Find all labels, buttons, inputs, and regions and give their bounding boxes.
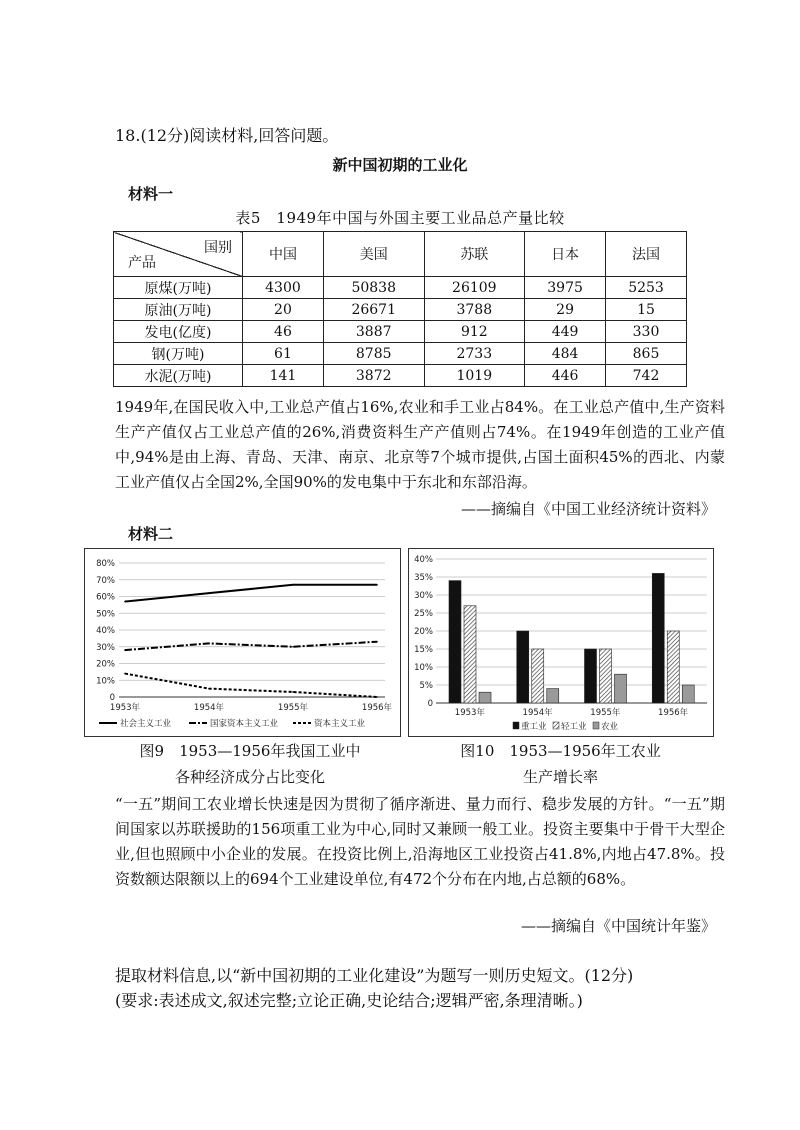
legend-swatch xyxy=(513,722,519,729)
x-tick-label: 1955年 xyxy=(277,703,309,713)
y-tick-label: 15% xyxy=(414,645,433,655)
figure10-caption xyxy=(408,738,713,790)
row-product: 钢(万吨) xyxy=(114,343,243,365)
data-point xyxy=(376,584,378,586)
column-header: 苏联 xyxy=(424,232,525,277)
x-tick-label: 1953年 xyxy=(109,703,141,713)
data-point xyxy=(376,696,378,698)
table-row xyxy=(114,277,687,299)
row-product: 原煤(万吨) xyxy=(114,277,243,299)
table-cell: 912 xyxy=(424,321,525,343)
data-point xyxy=(292,646,294,648)
task-instructions xyxy=(115,963,633,1013)
data-point xyxy=(124,649,126,651)
material2-source: ——摘编自《中国统计年鉴》 xyxy=(520,917,716,935)
legend-label: 社会主义工业 xyxy=(120,719,172,729)
legend-label: 农业 xyxy=(601,722,619,732)
y-tick-label: 60% xyxy=(96,592,115,603)
figure10-caption-line2: 生产增长率 xyxy=(522,768,598,786)
figure9-caption-line1: 图9 1953—1956年我国工业中 xyxy=(139,742,361,760)
y-tick-label: 0 xyxy=(427,699,433,709)
table-cell: 2733 xyxy=(424,343,525,365)
y-tick-label: 40% xyxy=(414,555,433,565)
table-cell: 50838 xyxy=(323,277,424,299)
table-corner-cell xyxy=(114,232,243,277)
y-tick-label: 70% xyxy=(96,575,115,586)
table-cell: 484 xyxy=(525,343,606,365)
task-line1: 提取材料信息,以“新中国初期的工业化建设”为题写一则历史短文。(12分) xyxy=(115,966,634,985)
table-cell: 3887 xyxy=(323,321,424,343)
question-header: 18.(12分)阅读材料,回答问题。 xyxy=(115,126,339,145)
bar xyxy=(585,649,597,703)
x-tick-label: 1954年 xyxy=(193,703,225,713)
legend-label: 资本主义工业 xyxy=(314,719,366,729)
material2-label: 材料二 xyxy=(128,525,174,543)
data-point xyxy=(292,584,294,586)
figure9-svg xyxy=(85,549,400,736)
bar xyxy=(652,573,664,703)
bar xyxy=(479,692,491,703)
x-tick-label: 1955年 xyxy=(590,708,621,718)
data-point xyxy=(292,691,294,693)
legend-label: 轻工业 xyxy=(561,722,587,732)
table-header-row xyxy=(114,232,687,277)
table-cell: 446 xyxy=(525,365,606,387)
material1-source: ——摘编自《中国工业经济统计资料》 xyxy=(460,500,716,518)
row-product: 原油(万吨) xyxy=(114,299,243,321)
series-line xyxy=(125,642,377,650)
table-cell: 3872 xyxy=(323,365,424,387)
y-tick-label: 10% xyxy=(414,663,433,673)
figure9-line-chart xyxy=(84,548,401,737)
table-cell: 46 xyxy=(243,321,324,343)
y-tick-label: 35% xyxy=(414,573,433,583)
data-point xyxy=(124,601,126,603)
table-cell: 61 xyxy=(243,343,324,365)
table-cell: 1019 xyxy=(424,365,525,387)
data-point xyxy=(376,641,378,643)
y-tick-label: 0 xyxy=(109,693,115,703)
bar xyxy=(517,631,529,703)
bar xyxy=(464,606,476,703)
corner-product-label: 产品 xyxy=(128,255,156,271)
table-row xyxy=(114,299,687,321)
data-point xyxy=(208,643,210,645)
page-title: 新中国初期的工业化 xyxy=(332,156,468,174)
table-cell: 330 xyxy=(606,321,687,343)
row-product: 发电(亿度) xyxy=(114,321,243,343)
figure9-caption xyxy=(100,738,400,790)
data-point xyxy=(208,592,210,594)
x-tick-label: 1953年 xyxy=(454,708,485,718)
bar xyxy=(682,685,694,703)
material1-label: 材料一 xyxy=(128,185,174,203)
table-cell: 20 xyxy=(243,299,324,321)
table-cell: 141 xyxy=(243,365,324,387)
y-tick-label: 10% xyxy=(96,676,115,687)
series-line xyxy=(125,674,377,697)
task-line2: (要求:表述成文,叙述完整;立论正确,史论结合;逻辑严密,条理清晰。) xyxy=(115,991,583,1010)
figure10-caption-line1: 图10 1953—1956年工农业 xyxy=(460,742,661,760)
table-cell: 4300 xyxy=(243,277,324,299)
legend-label: 重工业 xyxy=(521,722,547,732)
table-cell: 742 xyxy=(606,365,687,387)
y-tick-label: 20% xyxy=(96,659,115,670)
table-cell: 3788 xyxy=(424,299,525,321)
y-tick-label: 30% xyxy=(414,591,433,601)
legend-swatch xyxy=(593,722,599,729)
table-row xyxy=(114,321,687,343)
y-tick-label: 5% xyxy=(419,681,433,691)
table-caption: 表5 1949年中国与外国主要工业品总产量比较 xyxy=(235,209,565,227)
column-header: 美国 xyxy=(323,232,424,277)
table-cell: 449 xyxy=(525,321,606,343)
material1-paragraph: 1949年,在国民收入中,工业总产值占16%,农业和手工业占84%。在工业总产值中,生产资料生产产值仅占工业总产值的26%,消费资料生产产值则占74%。在1949年创造的工业产值中,94%是由上海、青岛、天津、南京、北京等7个城市提供,占国土面积45%的西北、内蒙工业产值仅占全国2%,全国90%的发电集中于东北和东部沿海。 xyxy=(115,398,725,491)
legend-swatch xyxy=(553,722,559,729)
x-tick-label: 1954年 xyxy=(522,708,553,718)
series-line xyxy=(125,585,377,602)
bar xyxy=(532,649,544,703)
table-cell: 5253 xyxy=(606,277,687,299)
y-tick-label: 50% xyxy=(96,609,115,620)
corner-country-label: 国别 xyxy=(204,240,232,256)
column-header: 日本 xyxy=(525,232,606,277)
table-cell: 26109 xyxy=(424,277,525,299)
bar xyxy=(449,581,461,703)
column-header: 法国 xyxy=(606,232,687,277)
data-point xyxy=(208,688,210,690)
figure10-svg xyxy=(409,549,713,736)
bar xyxy=(615,674,627,703)
bar xyxy=(547,689,559,703)
table-cell: 3975 xyxy=(525,277,606,299)
material2-paragraph: “一五”期间工农业增长快速是因为贯彻了循序渐进、量力而行、稳步发展的方针。“一五”期间国家以苏联援助的156项重工业为中心,同时又兼顾一般工业。投资主要集中于骨干大型企业,但也照顾中小企业的发展。在投资比例上,沿海地区工业投资占41.8%,内地占47.8%。投资数额达限额以上的694个工业建设单位,有472个分布在内地,占总额的68%。 xyxy=(115,795,725,888)
table-cell: 29 xyxy=(525,299,606,321)
y-tick-label: 25% xyxy=(414,609,433,619)
x-tick-label: 1956年 xyxy=(658,708,689,718)
production-comparison-table xyxy=(113,231,687,387)
legend-label: 国家资本主义工业 xyxy=(210,719,279,729)
x-tick-label: 1956年 xyxy=(361,703,393,713)
table-row xyxy=(114,343,687,365)
data-point xyxy=(124,673,126,675)
table-cell: 26671 xyxy=(323,299,424,321)
table-cell: 8785 xyxy=(323,343,424,365)
row-product: 水泥(万吨) xyxy=(114,365,243,387)
table-cell: 865 xyxy=(606,343,687,365)
y-tick-label: 20% xyxy=(414,627,433,637)
table-row xyxy=(114,365,687,387)
bar xyxy=(667,631,679,703)
figure10-bar-chart xyxy=(408,548,714,737)
y-tick-label: 80% xyxy=(96,559,115,569)
y-tick-label: 40% xyxy=(96,626,115,636)
bar xyxy=(600,649,612,703)
y-tick-label: 30% xyxy=(96,642,115,653)
figure9-caption-line2: 各种经济成分占比变化 xyxy=(174,768,325,786)
column-header: 中国 xyxy=(243,232,324,277)
table-cell: 15 xyxy=(606,299,687,321)
